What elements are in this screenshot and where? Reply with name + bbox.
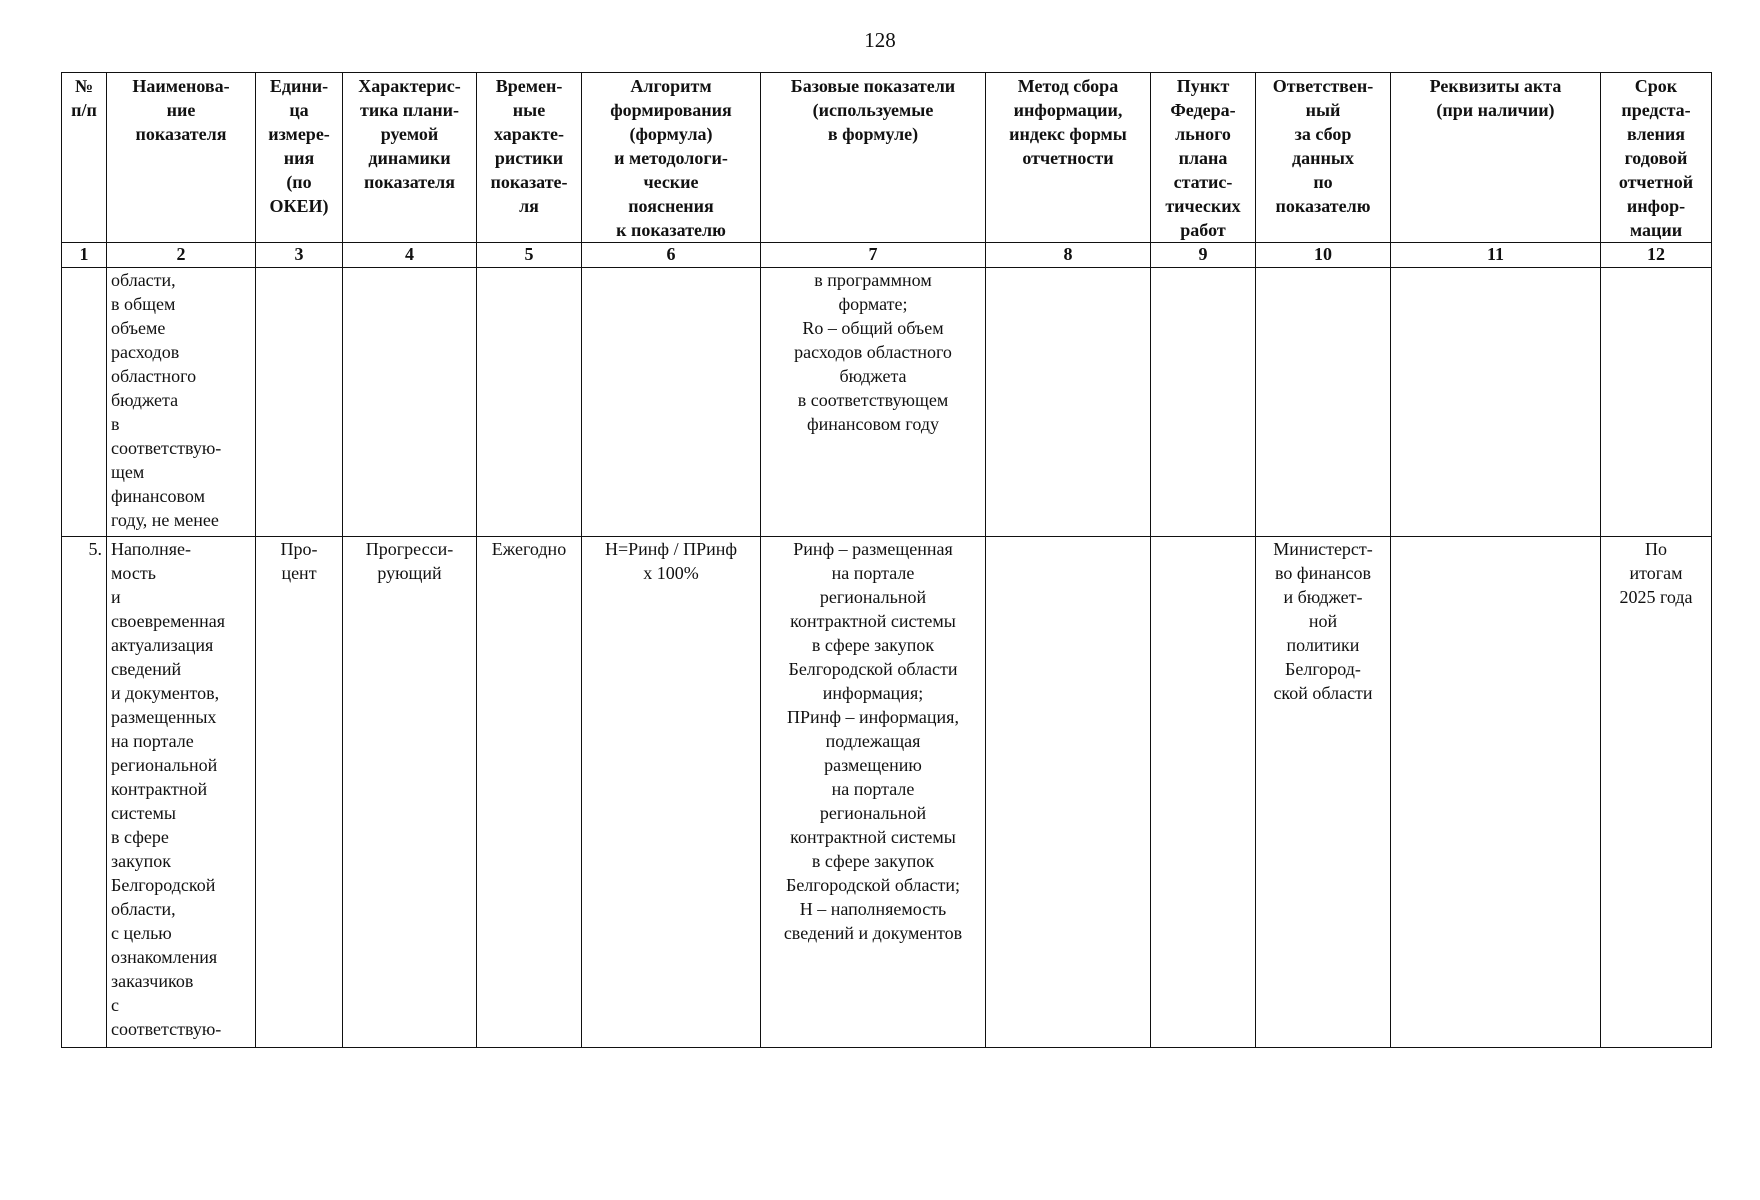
indicator-dynamics: Прогресси- рующий: [343, 537, 477, 1048]
indicator-unit: Про- цент: [256, 537, 343, 1048]
header-unit: Едини- ца измере- ния (по ОКЕИ): [256, 73, 343, 243]
indicator-name: области, в общем объеме расходов областного бюджета в соответствую- щем финансовом году, не менее: [107, 268, 256, 537]
column-number: 6: [582, 243, 761, 268]
column-number: 5: [477, 243, 582, 268]
table-header-row: [62, 73, 1712, 243]
indicator-timing: [477, 268, 582, 537]
indicator-timing: Ежегодно: [477, 537, 582, 1048]
row-number: 5.: [62, 537, 107, 1048]
column-number: 1: [62, 243, 107, 268]
indicator-algorithm: [582, 268, 761, 537]
indicator-base: в программном формате; Ro – общий объем расходов областного бюджета в соответствующем финансовом году: [761, 268, 986, 537]
table-row: [62, 268, 1712, 537]
column-number: 3: [256, 243, 343, 268]
indicator-base: Ринф – размещенная на портале региональной контрактной системы в сфере закупок Белгородской области информация; ПРинф – информация, подлежащая размещению на портале региональной контрактной системы в сфере закупок Белгородской области; Н – наполняемость сведений и документов: [761, 537, 986, 1048]
header-collection-method: Метод сбора информации, индекс формы отчетности: [986, 73, 1151, 243]
column-number: 12: [1601, 243, 1712, 268]
header-federal-plan: Пункт Федера- льного плана статис- тических работ: [1151, 73, 1256, 243]
indicator-algorithm: Н=Ринф / ПРинф х 100%: [582, 537, 761, 1048]
column-number: 7: [761, 243, 986, 268]
header-base-indicators: Базовые показатели (используемые в формуле): [761, 73, 986, 243]
page-number: 128: [864, 28, 896, 52]
row-number: [62, 268, 107, 537]
indicator-dynamics: [343, 268, 477, 537]
indicator-unit: [256, 268, 343, 537]
indicator-act: [1391, 537, 1601, 1048]
indicator-deadline: [1601, 268, 1712, 537]
header-timing: Времен- ные характе- ристики показате- ля: [477, 73, 582, 243]
indicators-table: [61, 72, 1712, 1048]
column-number: 8: [986, 243, 1151, 268]
column-number: 10: [1256, 243, 1391, 268]
header-deadline: Срок предста- вления годовой отчетной инфор- мации: [1601, 73, 1712, 243]
column-number-row: [62, 243, 1712, 268]
header-algorithm: Алгоритм формирования (формула) и методологи- ческие пояснения к показателю: [582, 73, 761, 243]
header-act-details: Реквизиты акта (при наличии): [1391, 73, 1601, 243]
indicator-responsible: [1256, 268, 1391, 537]
indicator-name: Наполняе- мость и своевременная актуализация сведений и документов, размещенных на портале региональной контрактной системы в сфере закупок Белгородской области, с целью ознакомления заказчиков с соответствую-: [107, 537, 256, 1048]
column-number: 11: [1391, 243, 1601, 268]
column-number: 9: [1151, 243, 1256, 268]
indicator-federal-plan: [1151, 537, 1256, 1048]
indicator-act: [1391, 268, 1601, 537]
indicator-federal-plan: [1151, 268, 1256, 537]
indicator-method: [986, 537, 1151, 1048]
column-number: 4: [343, 243, 477, 268]
header-number: № п/п: [62, 73, 107, 243]
indicator-responsible: Министерст- во финансов и бюджет- ной политики Белгород- ской области: [1256, 537, 1391, 1048]
indicator-method: [986, 268, 1151, 537]
header-responsible: Ответствен- ный за сбор данных по показателю: [1256, 73, 1391, 243]
table-row: [62, 537, 1712, 1048]
indicator-deadline: По итогам 2025 года: [1601, 537, 1712, 1048]
header-indicator-name: Наименова- ние показателя: [107, 73, 256, 243]
column-number: 2: [107, 243, 256, 268]
header-dynamics: Характерис- тика плани- руемой динамики показателя: [343, 73, 477, 243]
